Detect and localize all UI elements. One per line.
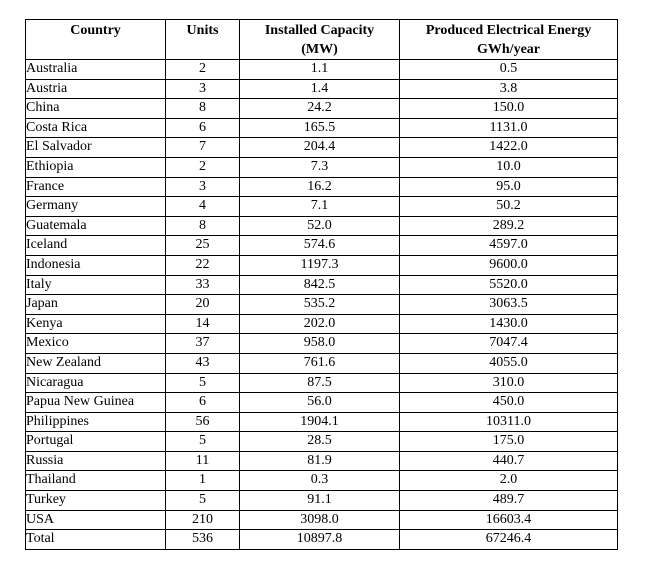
cell-installed-capacity: 165.5 xyxy=(240,118,400,138)
cell-country: Guatemala xyxy=(26,216,166,236)
cell-produced-energy: 16603.4 xyxy=(400,510,618,530)
cell-units: 5 xyxy=(166,373,240,393)
cell-produced-energy: 2.0 xyxy=(400,471,618,491)
cell-produced-energy: 50.2 xyxy=(400,197,618,217)
header-units xyxy=(166,20,240,60)
cell-units: 37 xyxy=(166,334,240,354)
cell-produced-energy: 1131.0 xyxy=(400,118,618,138)
header-energy-line2: GWh/year xyxy=(477,42,540,57)
cell-produced-energy: 289.2 xyxy=(400,216,618,236)
cell-country: France xyxy=(26,177,166,197)
cell-produced-energy: 310.0 xyxy=(400,373,618,393)
cell-produced-energy: 150.0 xyxy=(400,99,618,119)
header-energy-line1: Produced Electrical Energy xyxy=(425,23,592,38)
cell-units: 2 xyxy=(166,60,240,80)
cell-country: Mexico xyxy=(26,334,166,354)
header-capacity-line2: (MW) xyxy=(301,42,338,57)
cell-units: 56 xyxy=(166,412,240,432)
header-country xyxy=(26,20,166,60)
cell-units: 14 xyxy=(166,314,240,334)
cell-produced-energy: 0.5 xyxy=(400,60,618,80)
cell-installed-capacity: 10897.8 xyxy=(240,530,400,550)
cell-units: 8 xyxy=(166,216,240,236)
table-row xyxy=(26,373,618,393)
cell-units: 20 xyxy=(166,295,240,315)
cell-units: 11 xyxy=(166,451,240,471)
cell-country: Costa Rica xyxy=(26,118,166,138)
cell-country: Portugal xyxy=(26,432,166,452)
cell-country: Philippines xyxy=(26,412,166,432)
cell-installed-capacity: 52.0 xyxy=(240,216,400,236)
cell-produced-energy: 3063.5 xyxy=(400,295,618,315)
cell-installed-capacity: 1904.1 xyxy=(240,412,400,432)
cell-produced-energy: 5520.0 xyxy=(400,275,618,295)
cell-units: 5 xyxy=(166,491,240,511)
cell-country: Austria xyxy=(26,79,166,99)
cell-produced-energy: 3.8 xyxy=(400,79,618,99)
cell-installed-capacity: 91.1 xyxy=(240,491,400,511)
cell-country: Germany xyxy=(26,197,166,217)
header-units-label: Units xyxy=(186,23,219,38)
cell-units: 6 xyxy=(166,393,240,413)
cell-units: 7 xyxy=(166,138,240,158)
cell-installed-capacity: 3098.0 xyxy=(240,510,400,530)
cell-units: 22 xyxy=(166,255,240,275)
cell-installed-capacity: 761.6 xyxy=(240,353,400,373)
table-row xyxy=(26,491,618,511)
cell-units: 5 xyxy=(166,432,240,452)
cell-country: Indonesia xyxy=(26,255,166,275)
cell-country: Papua New Guinea xyxy=(26,393,166,413)
cell-produced-energy: 9600.0 xyxy=(400,255,618,275)
cell-produced-energy: 4597.0 xyxy=(400,236,618,256)
header-country-label: Country xyxy=(70,23,121,38)
cell-installed-capacity: 958.0 xyxy=(240,334,400,354)
cell-country: Italy xyxy=(26,275,166,295)
cell-installed-capacity: 7.3 xyxy=(240,157,400,177)
cell-country: Total xyxy=(26,530,166,550)
cell-units: 3 xyxy=(166,79,240,99)
table-row xyxy=(26,236,618,256)
table-row xyxy=(26,177,618,197)
cell-produced-energy: 10.0 xyxy=(400,157,618,177)
cell-units: 25 xyxy=(166,236,240,256)
header-installed-capacity xyxy=(240,20,400,60)
cell-installed-capacity: 7.1 xyxy=(240,197,400,217)
cell-produced-energy: 95.0 xyxy=(400,177,618,197)
header-capacity-line1: Installed Capacity xyxy=(264,23,375,38)
cell-installed-capacity: 1.1 xyxy=(240,60,400,80)
table-row xyxy=(26,432,618,452)
cell-produced-energy: 1430.0 xyxy=(400,314,618,334)
cell-units: 3 xyxy=(166,177,240,197)
cell-installed-capacity: 842.5 xyxy=(240,275,400,295)
header-produced-energy xyxy=(400,20,618,60)
cell-units: 33 xyxy=(166,275,240,295)
cell-produced-energy: 489.7 xyxy=(400,491,618,511)
table-row xyxy=(26,471,618,491)
table-row xyxy=(26,510,618,530)
cell-units: 536 xyxy=(166,530,240,550)
cell-units: 4 xyxy=(166,197,240,217)
table-row xyxy=(26,60,618,80)
cell-installed-capacity: 204.4 xyxy=(240,138,400,158)
cell-produced-energy: 1422.0 xyxy=(400,138,618,158)
cell-installed-capacity: 81.9 xyxy=(240,451,400,471)
table-row xyxy=(26,353,618,373)
table-row xyxy=(26,412,618,432)
cell-country: Russia xyxy=(26,451,166,471)
cell-installed-capacity: 16.2 xyxy=(240,177,400,197)
cell-produced-energy: 10311.0 xyxy=(400,412,618,432)
geothermal-capacity-table xyxy=(25,19,618,550)
table-row xyxy=(26,138,618,158)
table-row xyxy=(26,314,618,334)
table-row xyxy=(26,197,618,217)
cell-installed-capacity: 1.4 xyxy=(240,79,400,99)
cell-installed-capacity: 56.0 xyxy=(240,393,400,413)
table-header-row xyxy=(26,20,618,60)
cell-country: Japan xyxy=(26,295,166,315)
cell-country: El Salvador xyxy=(26,138,166,158)
cell-units: 210 xyxy=(166,510,240,530)
table-row xyxy=(26,79,618,99)
cell-country: New Zealand xyxy=(26,353,166,373)
table-row xyxy=(26,334,618,354)
cell-installed-capacity: 202.0 xyxy=(240,314,400,334)
cell-produced-energy: 450.0 xyxy=(400,393,618,413)
cell-country: Turkey xyxy=(26,491,166,511)
cell-units: 43 xyxy=(166,353,240,373)
table-row xyxy=(26,295,618,315)
table-total-row xyxy=(26,530,618,550)
cell-installed-capacity: 1197.3 xyxy=(240,255,400,275)
cell-units: 2 xyxy=(166,157,240,177)
table-row xyxy=(26,451,618,471)
cell-produced-energy: 440.7 xyxy=(400,451,618,471)
cell-installed-capacity: 535.2 xyxy=(240,295,400,315)
cell-country: USA xyxy=(26,510,166,530)
cell-units: 6 xyxy=(166,118,240,138)
cell-country: Thailand xyxy=(26,471,166,491)
cell-produced-energy: 4055.0 xyxy=(400,353,618,373)
cell-produced-energy: 7047.4 xyxy=(400,334,618,354)
table-row xyxy=(26,99,618,119)
cell-country: Nicaragua xyxy=(26,373,166,393)
cell-installed-capacity: 574.6 xyxy=(240,236,400,256)
cell-installed-capacity: 28.5 xyxy=(240,432,400,452)
table-row xyxy=(26,255,618,275)
cell-produced-energy: 175.0 xyxy=(400,432,618,452)
cell-units: 8 xyxy=(166,99,240,119)
table-body xyxy=(26,60,618,550)
cell-country: Kenya xyxy=(26,314,166,334)
cell-installed-capacity: 0.3 xyxy=(240,471,400,491)
table-row xyxy=(26,157,618,177)
cell-country: China xyxy=(26,99,166,119)
cell-installed-capacity: 87.5 xyxy=(240,373,400,393)
table-row xyxy=(26,118,618,138)
cell-units: 1 xyxy=(166,471,240,491)
table-row xyxy=(26,216,618,236)
cell-country: Australia xyxy=(26,60,166,80)
cell-country: Ethiopia xyxy=(26,157,166,177)
table-row xyxy=(26,275,618,295)
table-row xyxy=(26,393,618,413)
cell-installed-capacity: 24.2 xyxy=(240,99,400,119)
cell-country: Iceland xyxy=(26,236,166,256)
cell-produced-energy: 67246.4 xyxy=(400,530,618,550)
